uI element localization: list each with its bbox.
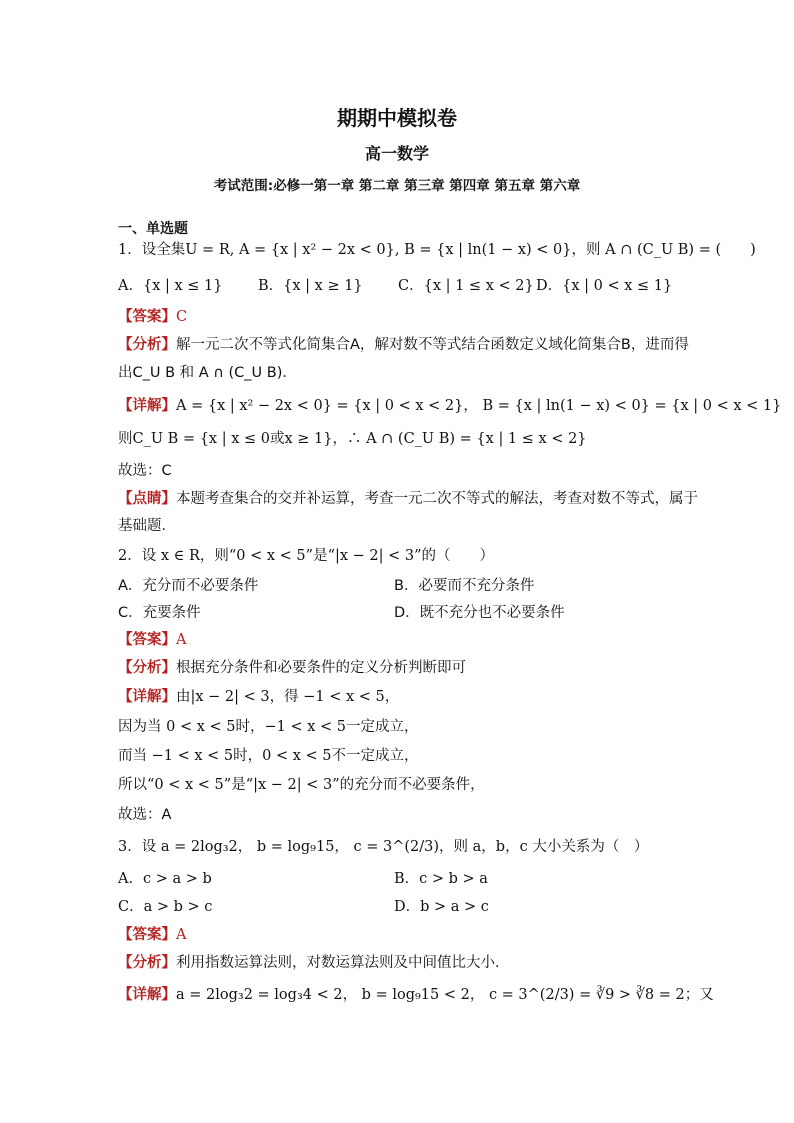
q1-answer [118, 307, 187, 327]
q3-option-d: D．b > a > c [394, 899, 489, 915]
analysis-tag: 【分析】 [118, 955, 176, 971]
q2-option-c: C．充要条件 [118, 605, 201, 621]
q3-option-c: C．a > b > c [118, 899, 213, 915]
q1-option-b: B．{x | x ≥ 1} [258, 278, 363, 294]
q2-detail [118, 687, 399, 707]
answer-value: C [176, 309, 188, 325]
detail-tag: 【详解】 [118, 398, 176, 414]
exam-scope: 考试范围:必修一第一章 第二章 第三章 第四章 第五章 第六章 [213, 178, 581, 194]
q3-option-b: B．c > b > a [394, 871, 488, 887]
exam-subtitle: 高一数学 [364, 144, 429, 163]
answer-value: A [176, 632, 187, 648]
detail-text: 由|x − 2| < 3，得 −1 < x < 5， [176, 689, 400, 705]
answer-tag: 【答案】 [118, 309, 176, 325]
q2-detail-3: 而当 −1 < x < 5时，0 < x < 5不一定成立， [118, 748, 419, 764]
q3-option-a: A．c > a > b [118, 871, 212, 887]
analysis-text: 解一元二次不等式化简集合A，解对数不等式结合函数定义域化简集合B，进而得 [176, 337, 689, 353]
q2-option-a: A．充分而不必要条件 [118, 578, 259, 594]
q1-option-a: A．{x | x ≤ 1} [118, 278, 223, 294]
detail-tag: 【详解】 [118, 689, 176, 705]
analysis-tag: 【分析】 [118, 337, 176, 353]
analysis-text: 利用指数运算法则，对数运算法则及中间值比大小． [176, 955, 510, 971]
section-heading: 一、单选题 [118, 221, 188, 237]
detail-text: A = {x | x² − 2x < 0} = {x | 0 < x < 2}， B = {x | ln(1 − x) < 0} = {x | 0 < x < 1} [176, 398, 782, 414]
q2-analysis [118, 658, 466, 678]
q2-stem: 2．设 x ∈ R，则“0 < x < 5”是“|x − 2| < 3”的（ ） [118, 548, 495, 564]
answer-value: A [176, 927, 187, 943]
q1-analysis-cont: 出C_U B 和 A ∩ (C_U B)． [118, 365, 297, 381]
q3-stem: 3．设 a = 2log₃2， b = log₉15， c = 3^(2/3)，则 a，b，c 大小关系为（ ） [118, 839, 649, 855]
q3-detail [118, 985, 714, 1005]
comment-text: 本题考查集合的交并补运算，考查一元二次不等式的解法，考查对数不等式，属于 [176, 491, 698, 507]
answer-tag: 【答案】 [118, 927, 176, 943]
q1-choose: 故选：C [118, 463, 172, 479]
q1-option-c: C．{x | 1 ≤ x < 2} [398, 278, 534, 294]
q2-option-b: B．必要而不充分条件 [394, 578, 535, 594]
analysis-text: 根据充分条件和必要条件的定义分析判断即可 [176, 660, 466, 676]
answer-tag: 【答案】 [118, 632, 176, 648]
detail-tag: 【详解】 [118, 987, 176, 1003]
q1-comment-cont: 基础题． [118, 518, 176, 534]
analysis-tag: 【分析】 [118, 660, 176, 676]
q1-option-d: D．{x | 0 < x ≤ 1} [536, 278, 673, 294]
q3-analysis [118, 953, 510, 973]
q2-option-d: D．既不充分也不必要条件 [394, 605, 565, 621]
q2-choose: 故选：A [118, 807, 172, 823]
q1-detail-cont: 则C_U B = {x | x ≤ 0或x ≥ 1}，∴ A ∩ (C_U B) = {x | 1 ≤ x < 2} [118, 431, 587, 447]
q1-analysis [118, 335, 689, 355]
comment-tag: 【点睛】 [118, 491, 176, 507]
q1-comment [118, 489, 698, 509]
q2-detail-4: 所以“0 < x < 5”是“|x − 2| < 3”的充分而不必要条件， [118, 777, 485, 793]
q3-answer [118, 925, 186, 945]
detail-text: a = 2log₃2 = log₃4 < 2， b = log₉15 < 2， c = 3^(2/3) = ∛9 > ∛8 = 2；又 [176, 987, 714, 1003]
q2-answer [118, 630, 186, 650]
exam-title: 期期中模拟卷 [337, 106, 457, 130]
q1-detail [118, 396, 781, 416]
q2-detail-2: 因为当 0 < x < 5时，−1 < x < 5一定成立， [118, 719, 419, 735]
q1-stem: 1．设全集U = R, A = {x | x² − 2x < 0}, B = {x | ln(1 − x) < 0}，则 A ∩ (C_U B) = ( ) [118, 242, 756, 258]
